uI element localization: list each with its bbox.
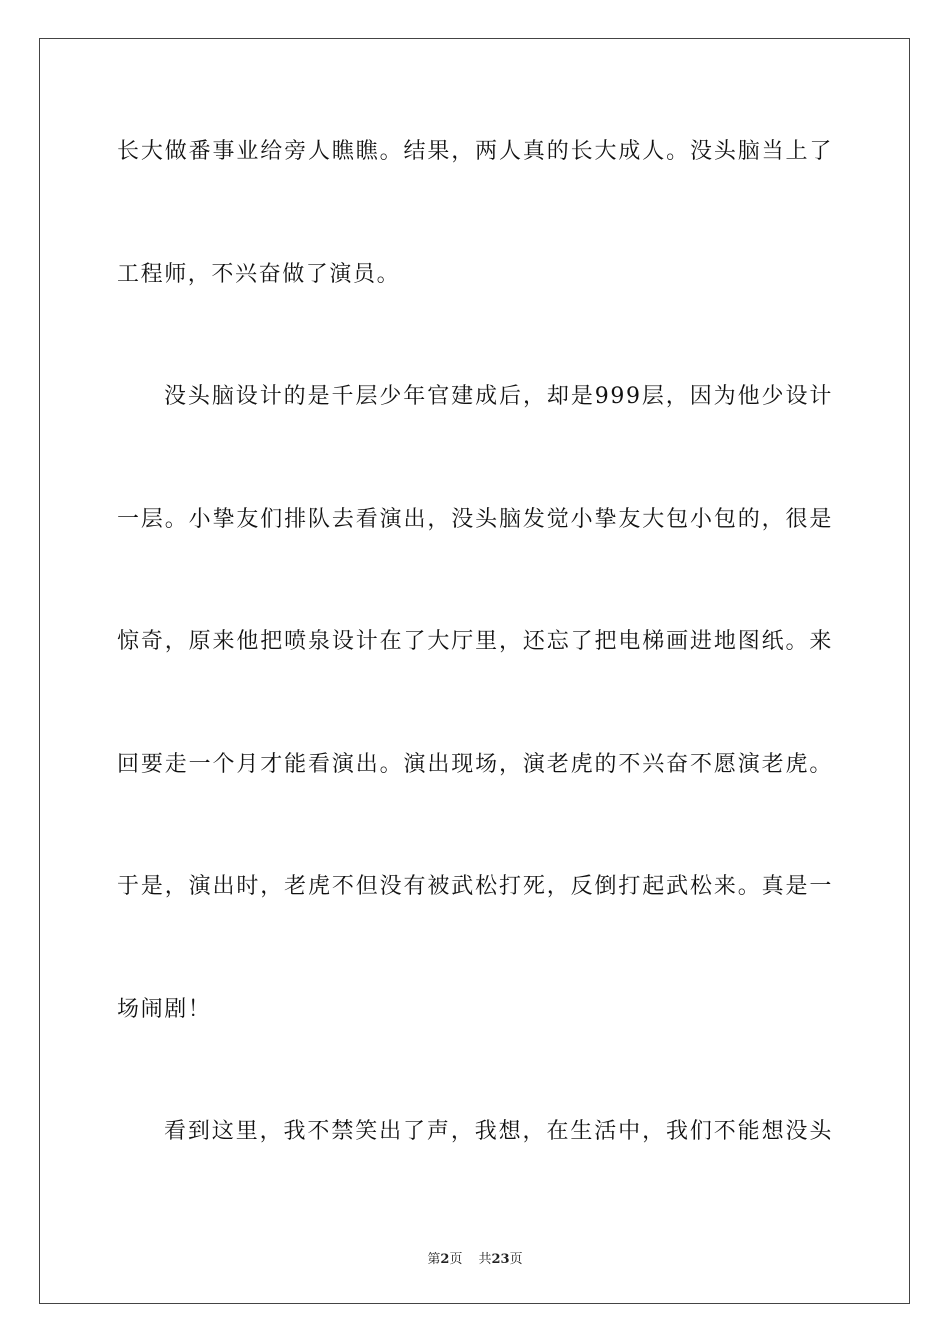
footer-page-total: 23 [491, 1252, 510, 1267]
footer-total-suffix: 页 [509, 1252, 523, 1267]
footer-page-suffix: 页 [449, 1252, 463, 1267]
page-footer [0, 1248, 950, 1267]
text-line-9: 看到这里，我不禁笑出了声，我想，在生活中，我们不能想没头 [164, 1119, 833, 1144]
text-line-2: 工程师，不兴奋做了演员。 [117, 262, 401, 287]
text-line-5: 惊奇，原来他把喷泉设计在了大厅里，还忘了把电梯画进地图纸。来 [117, 629, 833, 654]
text-line-3: 没头脑设计的是千层少年官建成后，却是999层，因为他少设计 [164, 384, 833, 409]
text-line-8: 场闹剧！ [117, 997, 212, 1022]
footer-total-prefix: 共 [478, 1252, 492, 1267]
footer-page-current: 2 [440, 1252, 450, 1267]
footer-page-prefix: 第 [427, 1252, 441, 1267]
text-line-6: 回要走一个月才能看演出。演出现场，演老虎的不兴奋不愿演老虎。 [117, 752, 833, 777]
text-line-4: 一层。小挚友们排队去看演出，没头脑发觉小挚友大包小包的，很是 [117, 507, 833, 532]
text-line-7: 于是，演出时，老虎不但没有被武松打死，反倒打起武松来。真是一 [117, 874, 833, 899]
text-line-1: 长大做番事业给旁人瞧瞧。结果，两人真的长大成人。没头脑当上了 [117, 139, 833, 164]
